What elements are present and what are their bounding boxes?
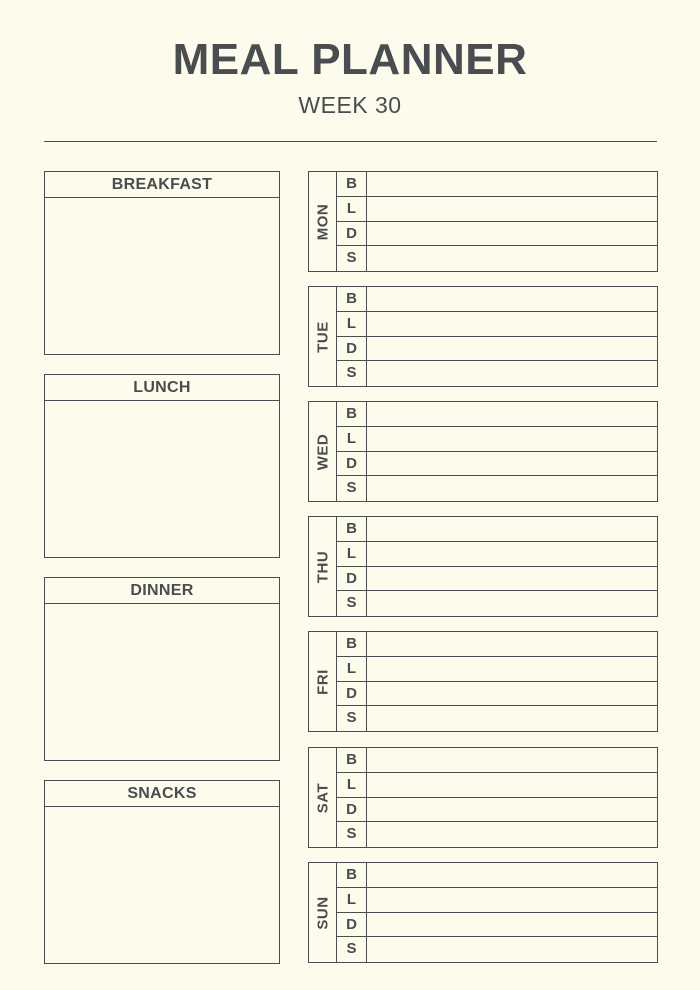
meal-row xyxy=(337,222,657,247)
meal-row xyxy=(337,337,657,362)
meal-row xyxy=(337,657,657,682)
meal-slot-letter: B xyxy=(337,632,367,656)
meal-row xyxy=(337,682,657,707)
lunch-notes-area[interactable] xyxy=(45,401,279,557)
meal-slot-letter: D xyxy=(337,798,367,822)
day-label-cell xyxy=(309,402,337,501)
meal-entry-field[interactable] xyxy=(367,476,657,501)
meal-row xyxy=(337,287,657,312)
meal-row xyxy=(337,798,657,823)
meal-slot-letter: B xyxy=(337,172,367,196)
meal-row xyxy=(337,542,657,567)
day-label: WED xyxy=(314,433,331,470)
meal-slot-letter: D xyxy=(337,452,367,476)
day-label: TUE xyxy=(314,320,331,353)
meal-row xyxy=(337,748,657,773)
meal-slot-letter: L xyxy=(337,542,367,566)
meal-entry-field[interactable] xyxy=(367,798,657,822)
day-block-tue xyxy=(308,286,658,387)
meal-entry-field[interactable] xyxy=(367,337,657,361)
day-block-wed xyxy=(308,401,658,502)
breakfast-box xyxy=(44,171,280,355)
meal-entry-field[interactable] xyxy=(367,172,657,196)
day-label: SAT xyxy=(314,782,331,813)
day-block-sat xyxy=(308,747,658,848)
meal-slot-letter: B xyxy=(337,517,367,541)
meal-slot-letter: S xyxy=(337,476,367,501)
meal-entry-field[interactable] xyxy=(367,888,657,912)
day-block-mon xyxy=(308,171,658,272)
meal-row xyxy=(337,476,657,501)
header-divider xyxy=(44,141,657,142)
meal-row xyxy=(337,517,657,542)
meal-row xyxy=(337,632,657,657)
meal-row xyxy=(337,937,657,962)
meal-entry-field[interactable] xyxy=(367,657,657,681)
meal-slot-letter: S xyxy=(337,246,367,271)
meal-rows xyxy=(337,287,657,386)
meal-entry-field[interactable] xyxy=(367,706,657,731)
meal-slot-letter: S xyxy=(337,591,367,616)
dinner-notes-area[interactable] xyxy=(45,604,279,760)
meal-slot-letter: D xyxy=(337,567,367,591)
meal-rows xyxy=(337,863,657,962)
week-label: WEEK 30 xyxy=(298,92,402,118)
meal-slot-letter: L xyxy=(337,773,367,797)
meal-slot-letter: D xyxy=(337,222,367,246)
day-label: FRI xyxy=(314,668,331,695)
meal-slot-letter: D xyxy=(337,913,367,937)
meal-entry-field[interactable] xyxy=(367,913,657,937)
meal-rows xyxy=(337,748,657,847)
breakfast-notes-area[interactable] xyxy=(45,198,279,354)
meal-entry-field[interactable] xyxy=(367,632,657,656)
day-label-cell xyxy=(309,748,337,847)
meal-entry-field[interactable] xyxy=(367,312,657,336)
day-label: MON xyxy=(314,203,331,240)
meal-row xyxy=(337,591,657,616)
meal-row xyxy=(337,312,657,337)
meal-slot-letter: B xyxy=(337,287,367,311)
meal-row xyxy=(337,427,657,452)
meal-box-title: SNACKS xyxy=(45,781,279,807)
meal-entry-field[interactable] xyxy=(367,452,657,476)
meal-box-title: LUNCH xyxy=(45,375,279,401)
day-label-cell xyxy=(309,287,337,386)
meal-entry-field[interactable] xyxy=(367,197,657,221)
day-label-cell xyxy=(309,517,337,616)
meal-row xyxy=(337,567,657,592)
dinner-box xyxy=(44,577,280,761)
meal-entry-field[interactable] xyxy=(367,937,657,962)
meal-entry-field[interactable] xyxy=(367,863,657,887)
meal-row xyxy=(337,246,657,271)
meal-entry-field[interactable] xyxy=(367,361,657,386)
meal-slot-letter: S xyxy=(337,937,367,962)
lunch-box xyxy=(44,374,280,558)
meal-slot-letter: S xyxy=(337,361,367,386)
meal-slot-letter: L xyxy=(337,888,367,912)
meal-slot-letter: L xyxy=(337,427,367,451)
meal-entry-field[interactable] xyxy=(367,287,657,311)
day-label: THU xyxy=(314,550,331,583)
day-label-cell xyxy=(309,863,337,962)
meal-entry-field[interactable] xyxy=(367,773,657,797)
meal-row xyxy=(337,172,657,197)
meal-row xyxy=(337,197,657,222)
meal-entry-field[interactable] xyxy=(367,517,657,541)
meal-row xyxy=(337,913,657,938)
meal-entry-field[interactable] xyxy=(367,246,657,271)
snacks-box xyxy=(44,780,280,964)
meal-entry-field[interactable] xyxy=(367,402,657,426)
day-label-cell xyxy=(309,632,337,731)
meal-entry-field[interactable] xyxy=(367,591,657,616)
snacks-notes-area[interactable] xyxy=(45,807,279,963)
meal-row xyxy=(337,361,657,386)
meal-slot-letter: L xyxy=(337,657,367,681)
day-label-cell xyxy=(309,172,337,271)
meal-slot-letter: B xyxy=(337,402,367,426)
meal-box-title: BREAKFAST xyxy=(45,172,279,198)
meal-row xyxy=(337,888,657,913)
meal-rows xyxy=(337,172,657,271)
meal-slot-letter: S xyxy=(337,822,367,847)
meal-row xyxy=(337,863,657,888)
meal-row xyxy=(337,773,657,798)
meal-slot-letter: D xyxy=(337,682,367,706)
meal-entry-field[interactable] xyxy=(367,542,657,566)
meal-slot-letter: B xyxy=(337,863,367,887)
page-title: MEAL PLANNER xyxy=(172,35,528,84)
meal-rows xyxy=(337,402,657,501)
meal-row xyxy=(337,402,657,427)
day-label: SUN xyxy=(314,895,331,930)
meal-row xyxy=(337,706,657,731)
meal-entry-field[interactable] xyxy=(367,222,657,246)
meal-rows xyxy=(337,632,657,731)
meal-entry-field[interactable] xyxy=(367,567,657,591)
meal-row xyxy=(337,822,657,847)
meal-entry-field[interactable] xyxy=(367,427,657,451)
day-block-fri xyxy=(308,631,658,732)
meal-row xyxy=(337,452,657,477)
meal-box-title: DINNER xyxy=(45,578,279,604)
meal-slot-letter: D xyxy=(337,337,367,361)
meal-entry-field[interactable] xyxy=(367,822,657,847)
meal-slot-letter: L xyxy=(337,197,367,221)
meal-slot-letter: B xyxy=(337,748,367,772)
meal-entry-field[interactable] xyxy=(367,748,657,772)
meal-slot-letter: L xyxy=(337,312,367,336)
meal-entry-field[interactable] xyxy=(367,682,657,706)
day-block-thu xyxy=(308,516,658,617)
meal-slot-letter: S xyxy=(337,706,367,731)
day-block-sun xyxy=(308,862,658,963)
meal-rows xyxy=(337,517,657,616)
